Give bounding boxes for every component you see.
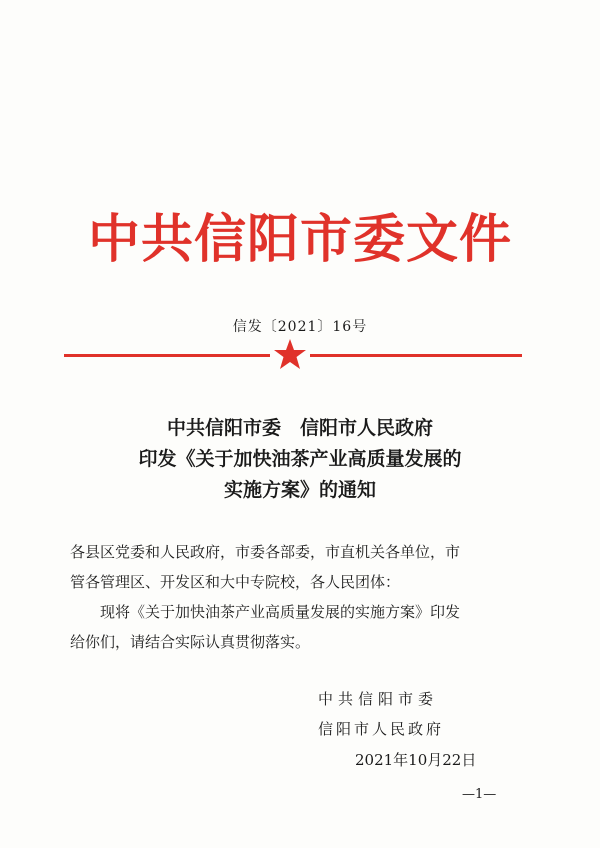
notice-title-line-2: 印发《关于加快油茶产业高质量发展的	[138, 448, 462, 470]
signature-org-2: 信阳市人民政府	[318, 720, 445, 738]
signature-date: 2021年10月22日	[355, 751, 477, 769]
document-number: 信发〔2021〕16号	[232, 319, 368, 335]
notice-title-line-1: 中共信阳市委 信阳市人民政府	[166, 417, 433, 439]
content-line-1: 现将《关于加快油茶产业高质量发展的实施方案》印发	[100, 603, 461, 621]
star-icon	[273, 337, 307, 371]
page-number: —1—	[462, 787, 497, 802]
content-line-2: 给你们，请结合实际认真贯彻落实。	[70, 633, 311, 651]
notice-title-line-3: 实施方案》的通知	[223, 479, 376, 501]
addressee-line-1: 各县区党委和人民政府，市委各部委，市直机关各单位，市	[70, 543, 461, 561]
signature-org-1: 中共信阳市委	[318, 690, 439, 708]
header-divider-left	[64, 354, 270, 357]
document-header-title: 中共信阳市委文件	[87, 209, 512, 270]
addressee-line-2: 管各管理区、开发区和大中专院校，各人民团体：	[70, 573, 401, 591]
header-divider-right	[310, 354, 522, 357]
